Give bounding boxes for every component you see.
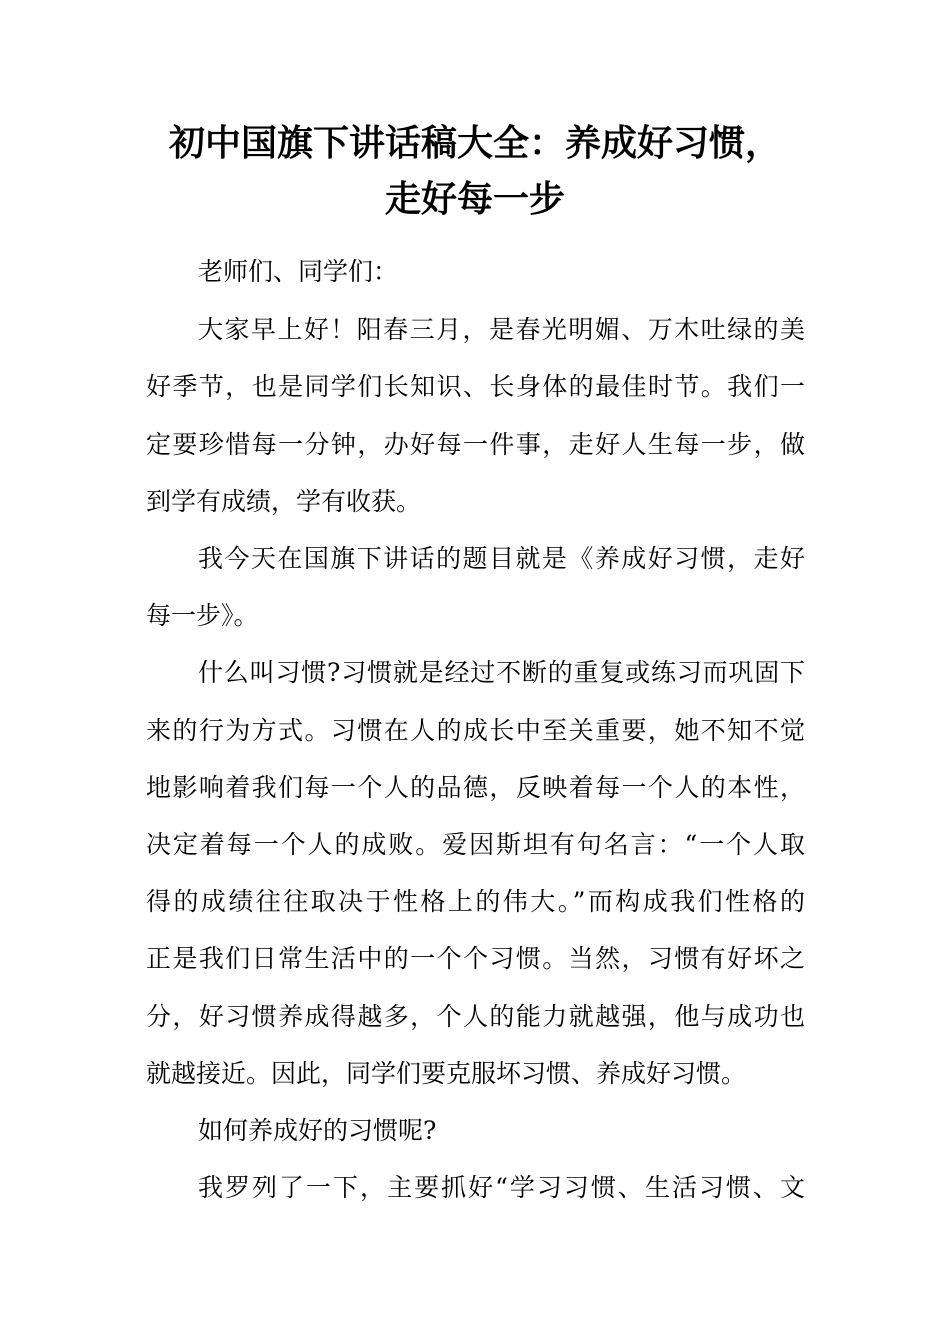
paragraph-3-line-5: 得的成绩往往取决于性格上的伟大。”而构成我们性格的 <box>146 887 805 916</box>
document-title-line-1: 初中国旗下讲话稿大全：养成好习惯， <box>168 123 781 164</box>
paragraph-3-line-2: 来的行为方式。习惯在人的成长中至关重要，她不知不觉 <box>146 716 805 745</box>
paragraph-3-line-6: 正是我们日常生活中的一个个习惯。当然，习惯有好坏之 <box>146 944 805 973</box>
paragraph-3-line-3: 地影响着我们每一个人的品德，反映着每一个人的本性， <box>146 773 805 802</box>
paragraph-2-line-2: 每一步》。 <box>146 601 259 630</box>
paragraph-1-line-1: 大家早上好！阳春三月，是春光明媚、万木吐绿的美 <box>198 315 805 344</box>
paragraph-3-line-4: 决定着每一个人的成败。爱因斯坦有句名言：“一个人取 <box>146 830 805 859</box>
paragraph-1-line-4: 到学有成绩，学有收获。 <box>146 487 422 516</box>
paragraph-5-line-1: 我罗列了一下，主要抓好“学习习惯、生活习惯、文 <box>198 1173 805 1202</box>
paragraph-4-line-1: 如何养成好的习惯呢? <box>198 1116 437 1145</box>
paragraph-1-line-2: 好季节，也是同学们长知识、长身体的最佳时节。我们一 <box>146 372 805 401</box>
paragraph-3-line-1: 什么叫习惯?习惯就是经过不断的重复或练习而巩固下 <box>198 658 805 687</box>
paragraph-3-line-8: 就越接近。因此，同学们要克服坏习惯、养成好习惯。 <box>146 1059 747 1088</box>
paragraph-3-line-7: 分，好习惯养成得越多，个人的能力就越强，他与成功也 <box>146 1002 805 1031</box>
paragraph-2-line-1: 我今天在国旗下讲话的题目就是《养成好习惯，走好 <box>198 544 805 573</box>
salutation: 老师们、同学们： <box>198 257 399 286</box>
document-title-line-2: 走好每一步 <box>384 179 565 220</box>
paragraph-1-line-3: 定要珍惜每一分钟，办好每一件事，走好人生每一步，做 <box>146 430 805 459</box>
